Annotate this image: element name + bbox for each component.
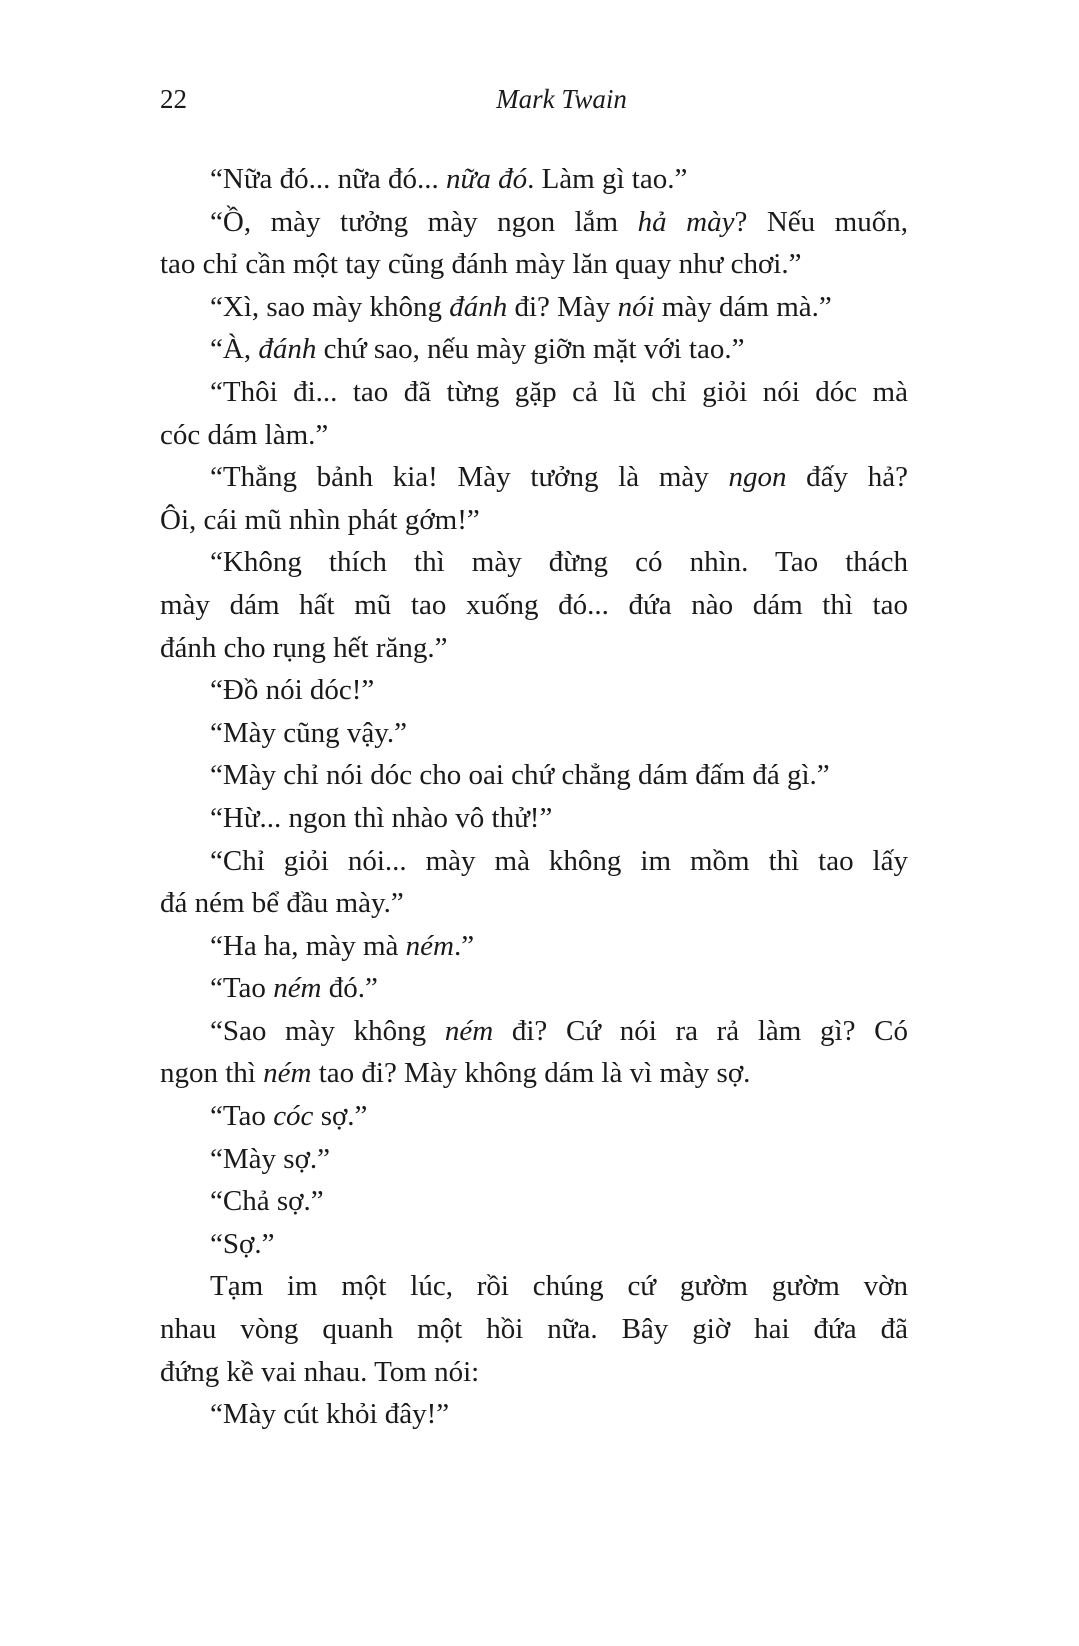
text-run: mày dám hất mũ tao xuống đó... đứa nào dám thì tao — [160, 588, 908, 621]
text-line — [160, 754, 908, 797]
paragraph — [160, 1265, 908, 1393]
text-run: tao chỉ cần một tay cũng đánh mày lăn quay như chơi.” — [160, 248, 802, 281]
text-line — [160, 243, 908, 286]
text-run: “Đồ nói dóc!” — [210, 674, 375, 707]
paragraph — [160, 1138, 908, 1181]
italic-text: cóc — [273, 1100, 314, 1133]
text-run: chứ sao, nếu mày giỡn mặt với tao.” — [316, 333, 745, 366]
text-run: đó.” — [321, 972, 378, 1005]
text-line — [160, 1351, 908, 1394]
text-line — [160, 158, 908, 201]
paragraph — [160, 286, 908, 329]
text-run: đi? Mày — [507, 290, 618, 323]
text-line — [160, 584, 908, 627]
text-run: sợ.” — [313, 1100, 368, 1133]
paragraph — [160, 1223, 908, 1266]
text-run: đá ném bể đầu mày.” — [160, 887, 404, 920]
text-line — [160, 1095, 908, 1138]
italic-text: nói — [617, 290, 655, 323]
paragraph — [160, 754, 908, 797]
text-line — [160, 967, 908, 1010]
text-line — [160, 1010, 908, 1053]
running-title: Mark Twain — [496, 84, 627, 114]
text-run: “Mày chỉ nói dóc cho oai chứ chẳng dám đấm đá gì.” — [210, 759, 830, 792]
paragraph — [160, 967, 908, 1010]
italic-text: đánh — [449, 290, 508, 323]
text-line — [160, 925, 908, 968]
text-line — [160, 1180, 908, 1223]
italic-text: ném — [405, 929, 454, 962]
text-line — [160, 201, 908, 244]
text-run: “Ồ, mày tưởng mày ngon lắm — [210, 205, 638, 238]
text-run: đứng kề vai nhau. Tom nói: — [160, 1355, 480, 1388]
text-line — [160, 1393, 908, 1436]
text-line — [160, 1052, 908, 1095]
text-line — [160, 1308, 908, 1351]
text-run: nhau vòng quanh một hồi nữa. Bây giờ hai đứa đã — [160, 1313, 908, 1346]
text-run: . Làm gì tao.” — [527, 163, 688, 195]
text-line — [160, 1265, 908, 1308]
text-run: “Sao mày không — [210, 1014, 445, 1047]
paragraph — [160, 158, 908, 201]
text-line — [160, 627, 908, 670]
paragraph — [160, 925, 908, 968]
italic-text: ném — [273, 972, 322, 1005]
paragraph — [160, 371, 908, 456]
italic-text: đánh — [258, 333, 317, 366]
italic-text: ngon — [728, 461, 787, 494]
italic-text: hả mày — [637, 205, 735, 238]
text-line — [160, 797, 908, 840]
paragraph — [160, 1180, 908, 1223]
text-run: “Nữa đó... nữa đó... — [210, 163, 446, 195]
paragraph — [160, 669, 908, 712]
text-run: “Sợ.” — [210, 1227, 275, 1260]
text-run: Ôi, cái mũ nhìn phát gớm!” — [160, 503, 480, 536]
paragraph — [160, 840, 908, 925]
text-line — [160, 541, 908, 584]
text-run: ngon thì — [160, 1057, 264, 1090]
text-line — [160, 1223, 908, 1266]
text-run: “Hừ... ngon thì nhào vô thử!” — [210, 801, 553, 834]
italic-text: nữa đó — [446, 163, 528, 195]
paragraph — [160, 541, 908, 669]
text-line — [160, 371, 908, 414]
text-run: “Chỉ giỏi nói... mày mà không im mồm thì tao lấy — [210, 844, 908, 877]
paragraph — [160, 456, 908, 541]
text-run: “Tao — [210, 972, 274, 1005]
paragraph — [160, 201, 908, 286]
text-line — [160, 286, 908, 329]
text-run: ? Nếu muốn, — [734, 205, 908, 238]
text-run: “Xì, sao mày không — [210, 290, 450, 323]
text-line — [160, 456, 908, 499]
paragraph — [160, 712, 908, 755]
paragraph — [160, 328, 908, 371]
paragraph — [160, 797, 908, 840]
text-line — [160, 328, 908, 371]
text-run: .” — [454, 929, 475, 962]
text-run: tao đi? Mày không dám là vì mày sợ. — [311, 1057, 751, 1090]
text-run: “Không thích thì mày đừng có nhìn. Tao thách — [210, 546, 908, 579]
text-run: “Mày sợ.” — [210, 1142, 331, 1175]
text-line — [160, 840, 908, 883]
text-run: đánh cho rụng hết răng.” — [160, 631, 448, 664]
italic-text: ném — [263, 1057, 312, 1090]
text-line — [160, 712, 908, 755]
text-run: “Thằng bảnh kia! Mày tưởng là mày — [210, 461, 729, 494]
text-line — [160, 1138, 908, 1181]
text-line — [160, 669, 908, 712]
text-run: “Tao — [210, 1100, 274, 1133]
paragraph — [160, 1095, 908, 1138]
text-run: “Thôi đi... tao đã từng gặp cả lũ chỉ giỏi nói dóc mà — [210, 375, 908, 408]
text-run: “Mày cũng vậy.” — [210, 716, 408, 749]
text-run: Tạm im một lúc, rồi chúng cứ gườm gườm vờn — [210, 1270, 908, 1303]
text-run: “Ha ha, mày mà — [210, 929, 406, 962]
paragraph — [160, 1393, 908, 1436]
paragraph — [160, 1010, 908, 1095]
text-run: “À, — [210, 333, 259, 366]
text-run: đi? Cứ nói ra rả làm gì? Có — [493, 1014, 908, 1047]
text-line — [160, 414, 908, 457]
page-header — [160, 84, 908, 120]
page-body-text — [160, 158, 908, 1436]
text-run: “Mày cút khỏi đây!” — [210, 1398, 450, 1431]
text-line — [160, 499, 908, 542]
text-line — [160, 882, 908, 925]
text-run: mày dám mà.” — [654, 290, 832, 323]
text-run: cóc dám làm.” — [160, 418, 329, 451]
text-run: đấy hả? — [786, 461, 908, 494]
page-number: 22 — [160, 84, 187, 114]
text-run: “Chả sợ.” — [210, 1185, 324, 1218]
italic-text: ném — [444, 1014, 494, 1047]
